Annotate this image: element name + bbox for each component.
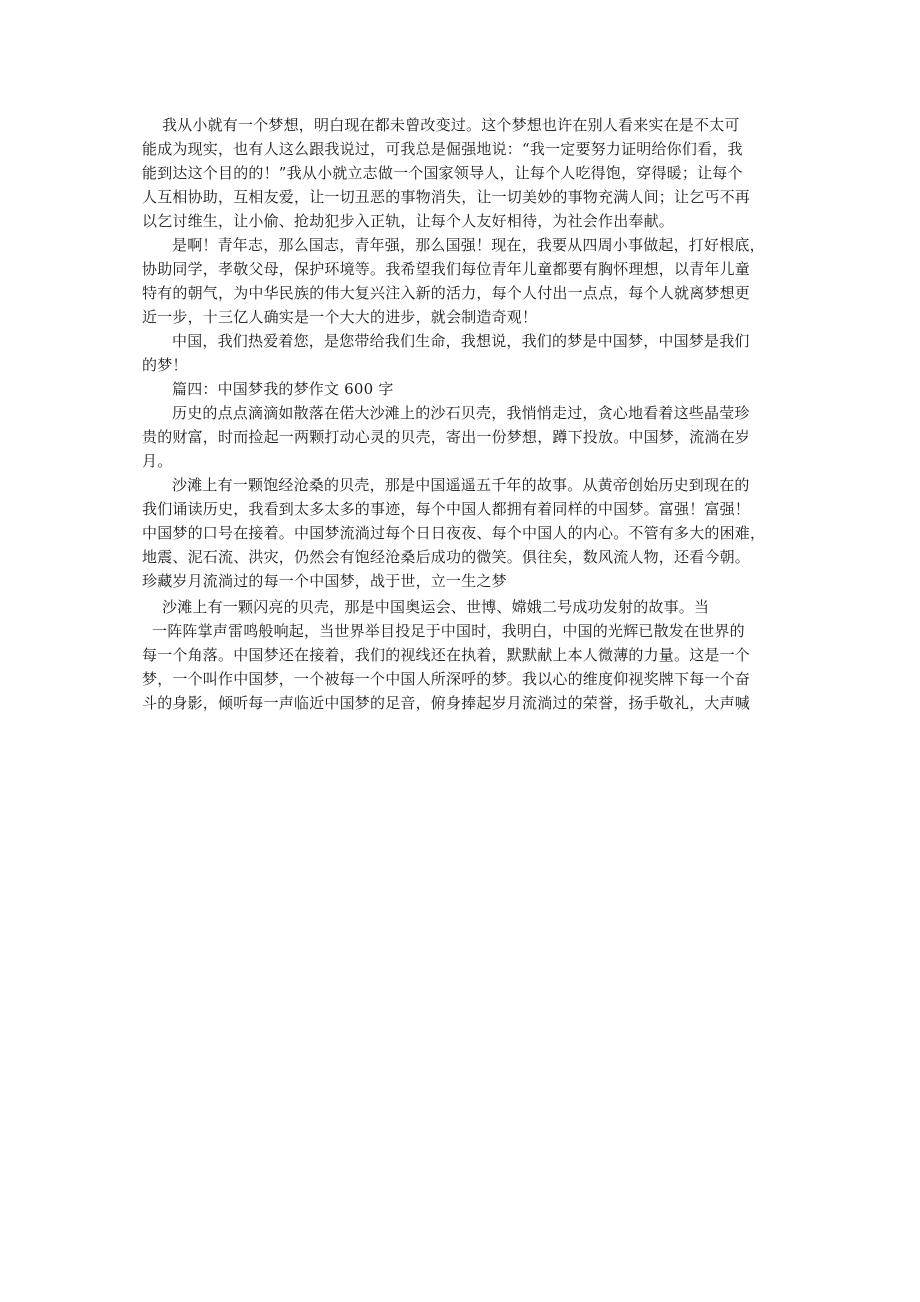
text-line: 中国，我们热爱着您，是您带给我们生命，我想说，我们的梦是中国梦，中国梦是我们 xyxy=(172,332,750,350)
text-line: 一阵阵掌声雷鸣般响起，当世界举目投足于中国时，我明白，中国的光辉已散发在世界的 xyxy=(152,622,745,640)
text-line: 每一个角落。中国梦还在接着，我们的视线还在执着，默默献上本人微薄的力量。这是一个 xyxy=(142,646,751,664)
text-line: 特有的朝气，为中华民族的伟大复兴注入新的活力，每个人付出一点点，每个人就离梦想更 xyxy=(142,284,751,302)
text-line: 珍藏岁月流淌过的每一个中国梦，战于世，立一生之梦 xyxy=(142,572,507,590)
text-line: 的梦！ xyxy=(142,356,188,374)
text-line: 斗的身影，倾听每一声临近中国梦的足音，俯身捧起岁月流淌过的荣誉，扬手敬礼，大声喊 xyxy=(142,694,751,712)
text-line: 我们诵读历史，我看到太多太多的事迹，每个中国人都拥有着同样的中国梦。富强！富强！ xyxy=(142,500,751,518)
text-line: 能到达这个目的的！”我从小就立志做一个国家领导人，让每个人吃得饱，穿得暖；让每个 xyxy=(142,164,743,182)
text-line: 月。 xyxy=(142,452,173,470)
text-line: 沙滩上有一颗饱经沧桑的贝壳，那是中国遥遥五千年的故事。从黄帝创始历史到现在的 xyxy=(172,476,750,494)
text-line: 能成为现实，也有人这么跟我说过，可我总是倔强地说：“我一定要努力证明给你们看，我 xyxy=(142,140,743,158)
text-line: 历史的点点滴滴如散落在偌大沙滩上的沙石贝壳，我悄悄走过，贪心地看着这些晶莹珍 xyxy=(172,404,750,422)
text-line: 我从小就有一个梦想，明白现在都未曾改变过。这个梦想也许在别人看来实在是不太可 xyxy=(162,116,740,134)
text-line: 协助同学，孝敬父母，保护环境等。我希望我们每位青年儿童都要有胸怀理想，以青年儿童 xyxy=(142,260,751,278)
text-line: 梦，一个叫作中国梦，一个被每一个中国人所深呼的梦。我以心的维度仰视奖牌下每一个奋 xyxy=(142,670,751,688)
text-line: 沙滩上有一颗闪亮的贝壳，那是中国奥运会、世博、嫦娥二号成功发射的故事。当 xyxy=(162,598,710,616)
text-line: 是啊！青年志，那么国志，青年强，那么国强！现在，我要从四周小事做起，打好根底， xyxy=(172,236,765,254)
text-line: 地震、泥石流、洪灾，仍然会有饱经沧桑后成功的微笑。俱往矣，数风流人物，还看今朝。 xyxy=(142,548,751,566)
text-line: 人互相协助，互相友爱，让一切丑恶的事物消失，让一切美妙的事物充满人间；让乞丐不再 xyxy=(142,188,751,206)
text-line: 以乞讨维生，让小偷、抢劫犯步入正轨，让每个人友好相待，为社会作出奉献。 xyxy=(142,212,675,230)
text-line: 中国梦的口号在接着。中国梦流淌过每个日日夜夜、每个中国人的内心。不管有多大的困难， xyxy=(142,524,766,542)
text-line: 近一步，十三亿人确实是一个大大的进步，就会制造奇观！ xyxy=(142,308,538,326)
section-heading: 篇四：中国梦我的梦作文 600 字 xyxy=(172,380,394,398)
text-line: 贵的财富，时而捡起一两颗打动心灵的贝壳，寄出一份梦想，蹲下投放。中国梦，流淌在岁 xyxy=(142,428,751,446)
